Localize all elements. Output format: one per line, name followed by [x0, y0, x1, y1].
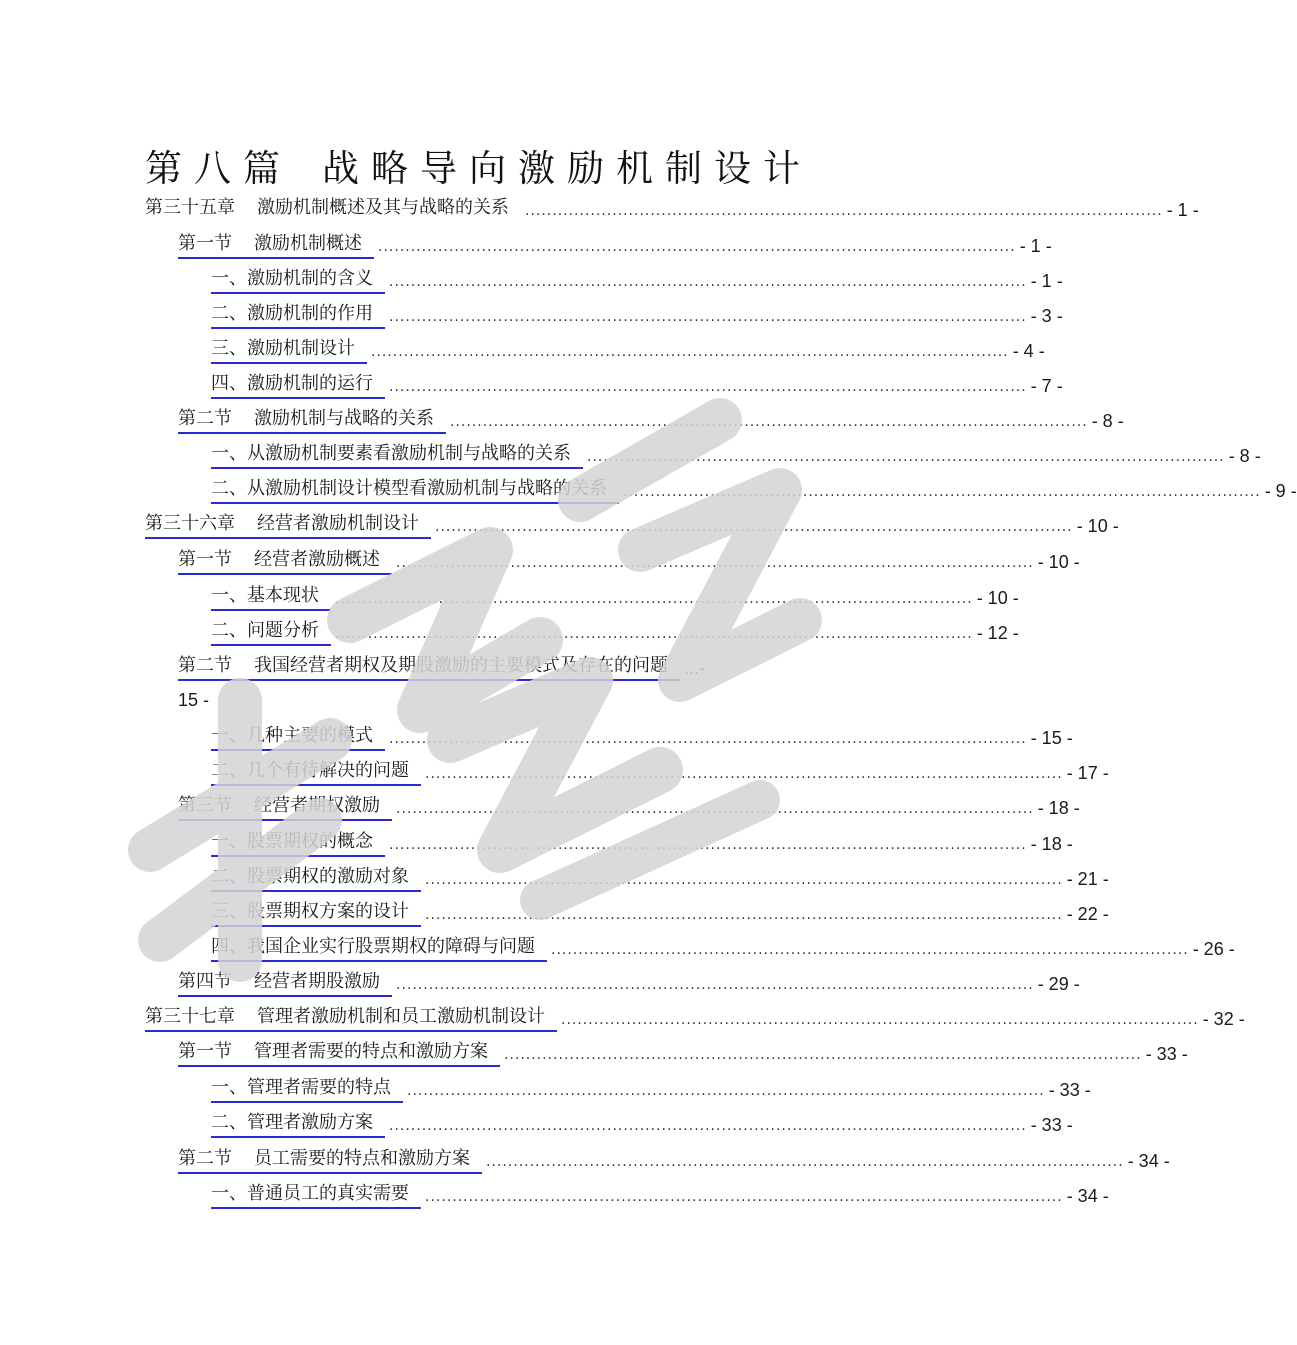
toc-entry[interactable] [211, 831, 1073, 857]
toc-label: 二、 从激励机制设计模型看激励机制与战略的关系 [211, 474, 619, 504]
toc-leader: ..................................................................................................................... [396, 555, 1034, 571]
toc-leader: ..................................................................................................................... [389, 1118, 1027, 1134]
toc-leader: ..................................................................................................................... [425, 872, 1063, 888]
toc-leader: ..................................................................................................................... [551, 942, 1189, 958]
toc-page: - 34 - [1066, 1186, 1109, 1206]
toc-page: - 33 - [1145, 1044, 1188, 1064]
toc-entry[interactable] [178, 1148, 1170, 1174]
toc-entry[interactable] [211, 936, 1235, 962]
toc-page: - 8 - [1228, 446, 1261, 466]
toc-label: 一、 管理者需要的特点 [211, 1073, 403, 1103]
toc-label: 二、 问题分析 [211, 616, 331, 646]
toc-label: 一、 基本现状 [211, 581, 331, 611]
toc-entry[interactable] [178, 1041, 1188, 1067]
toc-leader: ..................................................................................................................... [407, 1083, 1045, 1099]
toc-entry[interactable] [211, 443, 1261, 469]
toc-entry[interactable] [211, 585, 1019, 611]
toc-leader: ..................................................................................................................... [450, 414, 1088, 430]
toc-entry[interactable] [145, 513, 1119, 539]
toc-leader: ..................................................................................................................... [435, 519, 1073, 535]
toc-label: 四、 我国企业实行股票期权的障碍与问题 [211, 932, 547, 962]
toc-page: - 22 - [1066, 904, 1109, 924]
toc-page: - 29 - [1037, 974, 1080, 994]
toc-entry[interactable] [178, 549, 1080, 575]
toc-page: - 21 - [1066, 869, 1109, 889]
toc-page: - 1 - [1019, 236, 1052, 256]
toc-leader: ..................................................................................................................... [425, 1189, 1063, 1205]
toc-page: - 9 - [1264, 481, 1297, 501]
toc-label: 一、 从激励机制要素看激励机制与战略的关系 [211, 439, 583, 469]
toc-page: - 10 - [976, 588, 1019, 608]
toc-label: 四、 激励机制的运行 [211, 369, 385, 399]
toc-label: 一、 几种主要的模式 [211, 721, 385, 751]
toc-entry[interactable] [211, 760, 1109, 786]
toc-leader: ..................................................................................................................... [396, 801, 1034, 817]
toc-entry[interactable] [178, 408, 1124, 434]
toc-leader: ..................................................................................................................... [486, 1154, 1124, 1170]
toc-label: 第四节 经营者期股激励 [178, 967, 392, 997]
toc-page: - 18 - [1037, 798, 1080, 818]
toc-page: - 34 - [1127, 1151, 1170, 1171]
toc-leader: ..................................................................................................................... [623, 484, 1261, 500]
toc-label: 二、 激励机制的作用 [211, 299, 385, 329]
toc-page-continuation: 15 - [178, 690, 210, 710]
toc-label: 第三节 经营者期权激励 [178, 791, 392, 821]
toc-leader: ..................................................................................................................... [561, 1012, 1199, 1028]
toc-entry[interactable] [211, 1183, 1109, 1209]
toc-page: - 10 - [1076, 516, 1119, 536]
toc-label: 二、 几个有待解决的问题 [211, 756, 421, 786]
toc-leader: ..................................................................................................................... [371, 344, 1009, 360]
toc-entry[interactable] [211, 303, 1063, 329]
toc-label: 一、 激励机制的含义 [211, 264, 385, 294]
toc-entry[interactable] [211, 866, 1109, 892]
toc-label: 第一节 激励机制概述 [178, 229, 374, 259]
toc-label: 第二节 员工需要的特点和激励方案 [178, 1144, 482, 1174]
toc-page: - 26 - [1192, 939, 1235, 959]
toc-leader: ..................................................................................................................... [389, 309, 1027, 325]
toc-leader: ..................................................................................................................... [335, 591, 973, 607]
toc-label: 第三十七章 管理者激励机制和员工激励机制设计 [145, 1002, 557, 1032]
title-part: 第八篇 [145, 147, 292, 190]
toc-leader: ..................................................................................................................... [335, 626, 973, 642]
toc-entry[interactable] [211, 478, 1297, 504]
toc-label: 第一节 经营者激励概述 [178, 545, 392, 575]
toc-label: 二、 股票期权的激励对象 [211, 862, 421, 892]
toc-leader: ..................................................................................................................... [378, 239, 1016, 255]
toc-entry[interactable] [145, 1006, 1245, 1032]
toc-page: - 4 - [1012, 341, 1045, 361]
toc-entry[interactable] [178, 971, 1080, 997]
toc-entry[interactable] [211, 1112, 1073, 1138]
toc-entry[interactable] [145, 197, 1199, 223]
toc-leader: ..................................................................................................................... [396, 977, 1034, 993]
toc-label: 第三十五章 激励机制概述及其与战略的关系 [145, 197, 509, 218]
toc-leader: ..................................................................................................................... [389, 837, 1027, 853]
toc-page: - 1 - [1166, 200, 1199, 220]
toc-page: - 32 - [1202, 1009, 1245, 1029]
toc-entry[interactable] [211, 1077, 1091, 1103]
toc-label: 第一节 管理者需要的特点和激励方案 [178, 1037, 500, 1067]
toc-leader: ..................................................................................................................... [389, 379, 1027, 395]
toc-page: - 15 - [1030, 728, 1073, 748]
toc-label: 第三十六章 经营者激励机制设计 [145, 509, 431, 539]
toc-leader: ..................................................................................................................... [389, 731, 1027, 747]
toc-entry[interactable] [211, 901, 1109, 927]
toc-page: - 12 - [976, 623, 1019, 643]
toc-entry[interactable] [178, 233, 1052, 259]
toc-entry[interactable] [211, 620, 1019, 646]
toc-label: 一、 普通员工的真实需要 [211, 1179, 421, 1209]
toc-page: - 33 - [1030, 1115, 1073, 1135]
title-main: 战略导向激励机制设计 [322, 147, 812, 190]
toc-page: - 17 - [1066, 763, 1109, 783]
toc-page: - 7 - [1030, 376, 1063, 396]
toc-page: - 10 - [1037, 552, 1080, 572]
toc-leader: ..................................................................................................................... [389, 274, 1027, 290]
toc-leader: ..................................................................................................................... [504, 1047, 1142, 1063]
toc-page: - 18 - [1030, 834, 1073, 854]
toc-page: - 33 - [1048, 1080, 1091, 1100]
toc-label: 第二节 激励机制与战略的关系 [178, 404, 446, 434]
toc-entry[interactable] [178, 655, 810, 681]
toc-leader: ..................................................................................................................... [425, 907, 1063, 923]
toc-entry[interactable] [178, 795, 1080, 821]
toc-label: 第二节 我国经营者期权及期股激励的主要模式及存在的问题 [178, 651, 680, 681]
toc-label: 三、 激励机制设计 [211, 334, 367, 364]
toc-page: ...- [684, 658, 705, 678]
toc-entry[interactable] [211, 268, 1063, 294]
toc-leader: ..................................................................................................................... [525, 203, 1163, 219]
toc-label: 二、 管理者激励方案 [211, 1108, 385, 1138]
toc-label: 三、 股票期权方案的设计 [211, 897, 421, 927]
toc-page: - 8 - [1091, 411, 1124, 431]
toc-entry[interactable] [211, 338, 1045, 364]
toc-entry[interactable] [211, 373, 1063, 399]
toc-leader: ..................................................................................................................... [587, 449, 1225, 465]
toc-leader: ..................................................................................................................... [425, 766, 1063, 782]
toc-page: - 3 - [1030, 306, 1063, 326]
toc-label: 一、 股票期权的概念 [211, 827, 385, 857]
toc-page: - 1 - [1030, 271, 1063, 291]
toc-entry[interactable] [211, 725, 1073, 751]
